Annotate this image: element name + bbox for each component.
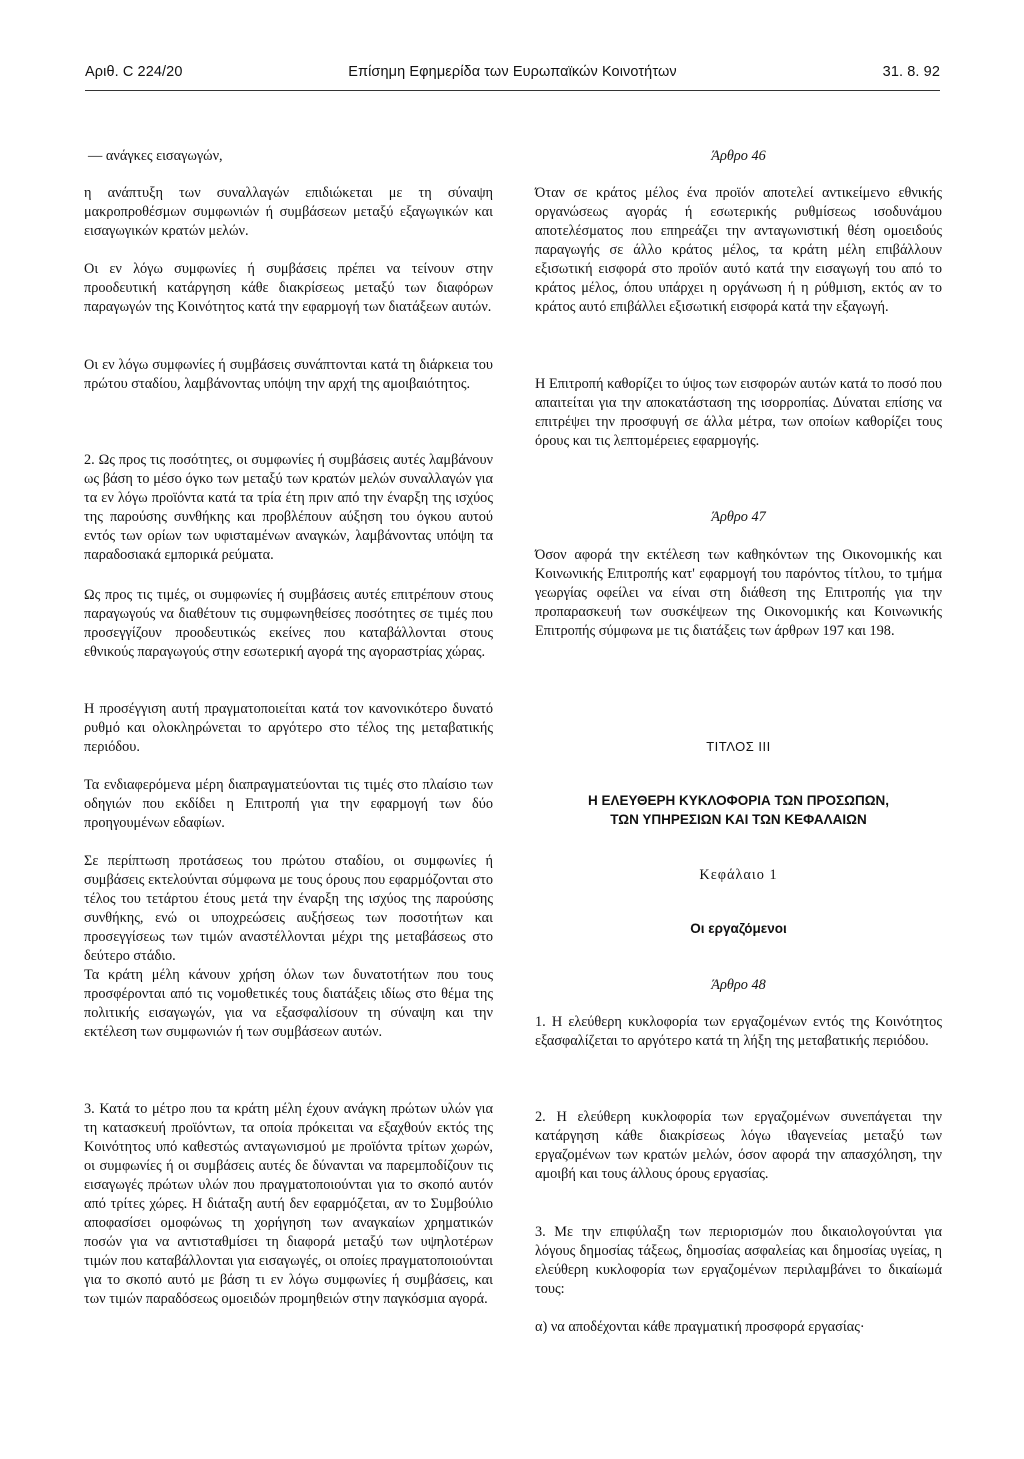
chapter-title: Οι εργαζόμενοι bbox=[690, 921, 787, 936]
article-48-heading: Άρθρο 48 bbox=[711, 977, 766, 993]
paragraph: Σε περίπτωση προτάσεως του πρώτου σταδίου, οι συμφωνίες ή συμβάσεις εκτελούνται σύμφωνα με τους όρους που εφαρμόζονται στο τέλος του τετάρτου έτους μετά την έναρξη της ισχύος της παρούσης συνθήκης, ενώ οι υποχρεώσεις αυξήσεως των ποσοτήτων και προσεγγίσεως των τιμών αναστέλλονται μέχρι της μεταβάσεως στο δεύτερο στάδιο. bbox=[84, 853, 493, 964]
article-47-heading: Άρθρο 47 bbox=[711, 509, 766, 525]
paragraph: Η προσέγγιση αυτή πραγματοποιείται κατά τον κανονικότερο δυνατό ρυθμό και ολοκληρώνεται το αργότερο στο τέλος της μεταβατικής περιόδου. bbox=[84, 701, 493, 755]
paragraph: 2. Η ελεύθερη κυκλοφορία των εργαζομένων συνεπάγεται την κατάργηση κάθε διακρίσεως λόγω ιθαγενείας μεταξύ των εργαζομένων των κρατών μελών, όσον αφορά την απασχόληση, την αμοιβή και τους άλλους όρους εργασίας. bbox=[535, 1109, 942, 1182]
paragraph: Οι εν λόγω συμφωνίες ή συμβάσεις συνάπτονται κατά τη διάρκεια του πρώτου σταδίου, λαμβάνοντας υπόψη την αρχή της αμοιβαιότητος. bbox=[84, 357, 493, 392]
paragraph: Τα ενδιαφερόμενα μέρη διαπραγματεύονται τις τιμές στο πλαίσιο των οδηγιών που εκδίδει η Επιτροπή για την εφαρμογή των δύο προηγουμένων εδαφίων. bbox=[84, 777, 493, 831]
chapter-heading: Κεφάλαιο 1 bbox=[699, 867, 778, 883]
section-heading-line2: ΤΩΝ ΥΠΗΡΕΣΙΩΝ ΚΑΙ ΤΩΝ ΚΕΦΑΛΑΙΩΝ bbox=[610, 812, 867, 827]
paragraph: Όταν σε κράτος μέλος ένα προϊόν αποτελεί αντικείμενο εθνικής οργανώσεως αγοράς ή εσωτερικής ρυθμίσεως ισοδυνάμου αποτελέσματος που επηρεάζει την ανταγωνιστική θέση ομοειδούς παραγωγής σε άλλο κράτος μέλος, τα κράτη μέλη επιβάλλουν εξισωτική εισφορά στο προϊόν αυτό κατά την εισαγωγή του από το κράτος μέλος, όπου υπάρχει η οργάνωση ή η ρύθμιση, εκτός αν το κράτος αυτό επιβάλλει εξισωτική εισφορά κατά την εξαγωγή. bbox=[535, 185, 942, 315]
paragraph: 3. Κατά το μέτρο που τα κράτη μέλη έχουν ανάγκη πρώτων υλών για τη κατασκευή προϊόντων, τα οποία πρόκειται να εξαχθούν εκτός της Κοινότητος υπό καθεστώς ανταγωνισμού με προϊόντα τρίτων χωρών, οι συμφωνίες ή οι συμβάσεις αυτές δε δύνανται να παρεμποδίζουν τις εισαγωγές πρώτων υλών που πραγματοποιούνται για το σκοπό αυτόν από τρίτες χώρες. Η διάταξη αυτή δεν εφαρμόζεται, αν το Συμβούλιο αποφασίσει ομοφώνως τη χορήγηση των αναγκαίων χρηματικών ποσών για να αντισταθμίσει τη διαφορά μεταξύ των υψηλοτέρων τιμών που καταβάλλονται για εισαγωγές, οι οποίες πραγματοποιούνται για το σκοπό αυτό με βάση τι εν λόγω συμφωνίες ή συμβάσεις, και των τιμών παραδόσεως ομοειδών προμηθειών στην παγκόσμια αγορά. bbox=[84, 1101, 493, 1307]
paragraph: 3. Με την επιφύλαξη των περιορισμών που δικαιολογούνται για λόγους δημοσίας τάξεως, δημοσίας ασφαλείας και δημοσίας υγείας, η ελεύθερη κυκλοφορία των εργαζομένων περιλαμβάνει το δικαίωμά τους: bbox=[535, 1224, 942, 1297]
paragraph: Όσον αφορά την εκτέλεση των καθηκόντων της Οικονομικής και Κοινωνικής Επιτροπής κατ' εφαρμογή του παρόντος τίτλου, το τμήμα γεωργίας οφείλει να είναι στη διάθεση της Επιτροπής για την προπαρασκευή των συσκέψεων της Οικονομικής και Κοινωνικής Επιτροπής σύμφωνα με τις διατάξεις των άρθρων 197 και 198. bbox=[535, 547, 942, 639]
paragraph: η ανάπτυξη των συναλλαγών επιδιώκεται με τη σύναψη μακροπροθέσμων συμφωνιών ή συμβάσεων μεταξύ εξαγωγικών και εισαγωγικών κρατών μελών. bbox=[84, 185, 493, 239]
paragraph: — ανάγκες εισαγωγών, bbox=[88, 148, 223, 164]
journal-number: Αριθ. C 224/20 bbox=[85, 64, 183, 80]
paragraph: α) να αποδέχονται κάθε πραγματική προσφορά εργασίας· bbox=[535, 1319, 865, 1335]
paragraph: 2. Ως προς τις ποσότητες, οι συμφωνίες ή συμβάσεις αυτές λαμβάνουν ως βάση το μέσο όγκο των μεταξύ των κρατών μελών συναλλαγών για τα εν λόγω προϊόντα κατά τα τρία έτη πριν από την έναρξη της ισχύος της παρούσης συνθήκης και προβλέπουν αύξηση του όγκου αυτού εντός των ορίων των υφισταμένων αναγκών, λαμβάνοντας υπόψη τα παραδοσιακά εμπορικά ρεύματα. bbox=[84, 452, 493, 563]
section-heading-line1: Η ΕΛΕΥΘΕΡΗ ΚΥΚΛΟΦΟΡΙΑ ΤΩΝ ΠΡΟΣΩΠΩΝ, bbox=[587, 793, 890, 808]
header-rule bbox=[85, 90, 940, 91]
paragraph: Η Επιτροπή καθορίζει το ύψος των εισφορών αυτών κατά το ποσό που απαιτείται για την αποκατάσταση της ισορροπίας. Δύναται επίσης να επιτρέψει την προσφυγή σε άλλα μέτρα, των οποίων καθορίζει τους όρους και τις λεπτομέρειες εφαρμογής. bbox=[535, 376, 942, 449]
paragraph: 1. Η ελεύθερη κυκλοφορία των εργαζομένων εντός της Κοινότητος εξασφαλίζεται το αργότερο κατά τη λήξη της μεταβατικής περιόδου. bbox=[535, 1014, 942, 1049]
title-heading: ΤΙΤΛΟΣ III bbox=[706, 739, 771, 754]
paragraph: Τα κράτη μέλη κάνουν χρήση όλων των δυνατοτήτων που τους προσφέρονται από τις νομοθετικές τους διατάξεις ιδίως στο θέμα της πολιτικής εισαγωγών, για να εξασφαλίσουν τη σύναψη και την εκτέλεση των συμφωνιών ή των συμβάσεων αυτών. bbox=[84, 967, 493, 1040]
article-46-heading: Άρθρο 46 bbox=[711, 148, 766, 164]
journal-title: Επίσημη Εφημερίδα των Ευρωπαϊκών Κοινοτήτων bbox=[348, 64, 677, 80]
paragraph: Ως προς τις τιμές, οι συμφωνίες ή συμβάσεις αυτές επιτρέπουν στους παραγωγούς να διαθέτουν τις συμφωνηθείσες ποσότητες σε τιμές που προσεγγίζουν προοδευτικώς εκείνες που καταβάλλονται στους εθνικούς παραγωγούς στην εσωτερική αγορά της αγοραστρίας χώρας. bbox=[84, 587, 493, 660]
publication-date: 31. 8. 92 bbox=[882, 64, 940, 80]
paragraph: Οι εν λόγω συμφωνίες ή συμβάσεις πρέπει να τείνουν στην προοδευτική κατάργηση κάθε διακρίσεως μεταξύ των διαφόρων παραγωγών της Κοινότητος κατά την εφαρμογή των διατάξεων αυτών. bbox=[84, 261, 493, 315]
